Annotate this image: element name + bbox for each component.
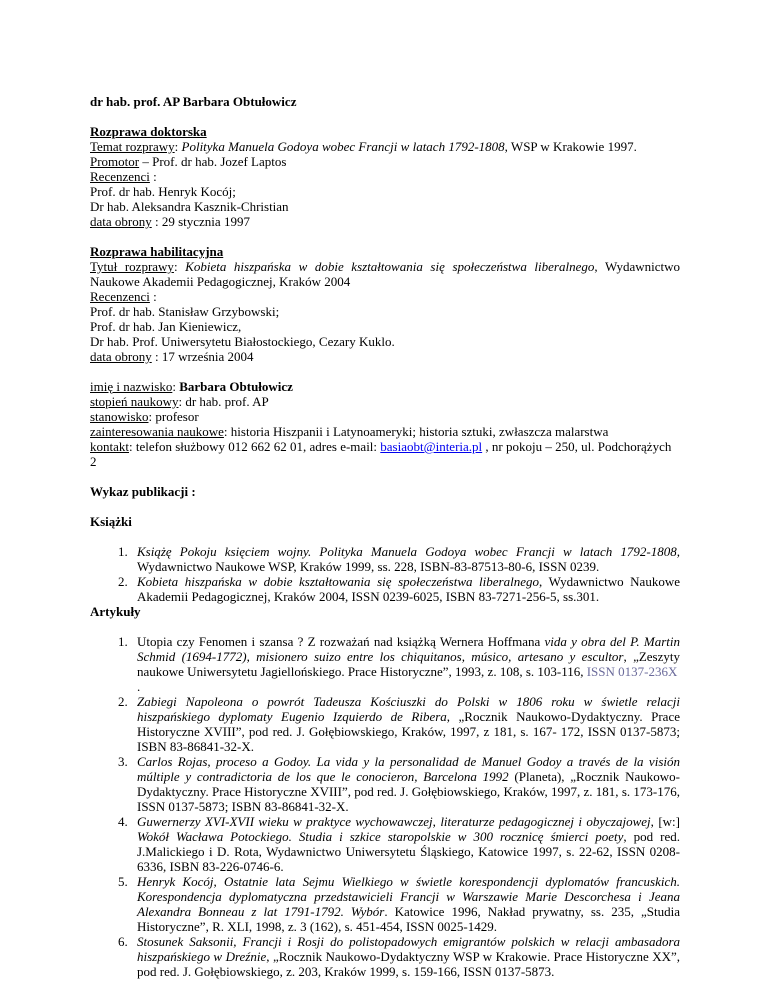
habilitation-title: Kobieta hiszpańska w dobie kształtowania się społeczeństwa liberalnego	[185, 259, 595, 274]
document-page	[90, 94, 680, 979]
doctoral-heading: Rozprawa doktorska	[90, 124, 207, 139]
doctoral-promotor: Promotor – Prof. dr hab. Jozef Laptos	[90, 154, 287, 169]
list-item: 1. Utopia czy Fenomen i szansa ? Z rozważań nad książką Wernera Hoffmana vida y obra del P. Martin Schmid (1694-1772), misionero suizo entre los chiquitanos, músico, artesano y escultor, „Zeszyty naukowe Uniwersytetu Jagiellońskiego. Prace Historyczne”, 1993, z. 108, s. 103-116, ISSN 0137-236X .	[118, 634, 680, 694]
profile-contact: kontakt: telefon służbowy 012 662 62 01, adres e-mail: basiaobt@interia.pl , nr pokoju – 250, ul. Podchorążych 2	[90, 439, 672, 469]
habilitation-defense-date: data obrony : 17 września 2004	[90, 349, 254, 364]
list-item: 5. Henryk Kocój, Ostatnie lata Sejmu Wielkiego w świetle korespondencji dyplomatów francuskich. Korespondencja dyplomatyczna przedstawicieli Francji w Warszawie Marie Descorchesa i Jeana Alexandra Bonneau z lat 1791-1792. Wybór. Katowice 1996, Nakład prywatny, ss. 235, „Studia Historyczne”, R. XLI, 1998, z. 3 (162), s. 451-454, ISSN 0025-1429.	[118, 874, 680, 934]
books-heading: Książki	[90, 514, 132, 529]
doctoral-reviewers-label: Recenzenci :	[90, 169, 157, 184]
doctoral-reviewer: Dr hab. Aleksandra Kasznik-Christian	[90, 199, 289, 214]
habilitation-reviewer: Dr hab. Prof. Uniwersytetu Białostockiego, Cezary Kuklo.	[90, 334, 395, 349]
articles-list	[90, 634, 680, 979]
profile-name: imię i nazwisko: Barbara Obtułowicz	[90, 379, 293, 394]
habilitation-topic: Tytuł rozprawy: Kobieta hiszpańska w dobie kształtowania się społeczeństwa liberalnego, Wydawnictwo Naukowe Akademii Pedagogicznej, Kraków 2004	[90, 259, 680, 289]
list-item: 1. Książę Pokoju księciem wojny. Polityka Manuela Godoya wobec Francji w latach 1792-1808, Wydawnictwo Naukowe WSP, Kraków 1999, ss. 228, ISBN-83-87513-80-6, ISSN 0239.	[118, 544, 680, 574]
list-item: 2. Zabiegi Napoleona o powrót Tadeusza Kościuszki do Polski w 1806 roku w świetle relacji hiszpańskiego dyplomaty Eugenio Izquierdo de Ribera, „Rocznik Naukowo-Dydaktyczny. Prace Historyczne XVIII”, pod red. J. Gołębiowskiego, Kraków, 1997, z 181, s. 167- 172, ISSN 0137-5873; ISBN 83-86841-32-X.	[118, 694, 680, 754]
profile-interests: zainteresowania naukowe: historia Hiszpanii i Latynoameryki; historia sztuki, zwłaszcza malarstwa	[90, 424, 609, 439]
doctoral-title: Polityka Manuela Godoya wobec Francji w latach 1792-1808	[181, 139, 505, 154]
list-item: 6. Stosunek Saksonii, Francji i Rosji do polistopadowych emigrantów polskich w relacji ambasadora hiszpańskiego w Dreźnie, „Rocznik Naukowo-Dydaktyczny WSP w Krakowie. Prace Historyczne XX”, pod red. J. Gołębiowskiego, z. 203, Kraków 1999, s. 159-166, ISSN 0137-5873.	[118, 934, 680, 979]
doctoral-reviewer: Prof. dr hab. Henryk Kocój;	[90, 184, 236, 199]
habilitation-heading: Rozprawa habilitacyjna	[90, 244, 224, 259]
habilitation-reviewer: Prof. dr hab. Jan Kieniewicz,	[90, 319, 242, 334]
list-item: 2. Kobieta hiszpańska w dobie kształtowania się społeczeństwa liberalnego, Wydawnictwo Naukowe Akademii Pedagogicznej, Kraków 2004, ISSN 0239-6025, ISBN 83-7271-256-5, ss.301.	[118, 574, 680, 604]
doctoral-topic: Temat rozprawy: Polityka Manuela Godoya wobec Francji w latach 1792-1808, WSP w Krakowie 1997.	[90, 139, 637, 154]
doctoral-defense-date: data obrony : 29 stycznia 1997	[90, 214, 250, 229]
email-link[interactable]: basiaobt@interia.pl	[380, 439, 483, 454]
books-list	[90, 544, 680, 604]
list-item: 4. Guwernerzy XVI-XVII wieku w praktyce wychowawczej, literaturze pedagogicznej i obyczajowej, [w:] Wokół Wacława Potockiego. Studia i szkice staropolskie w 300 rocznicę śmierci poety, pod red. J.Malickiego i D. Rota, Wydawnictwo Uniwersytetu Śląskiego, Katowice 1997, s. 22-62, ISSN 0208-6336, ISBN 83-226-0746-6.	[118, 814, 680, 874]
profile-position: stanowisko: profesor	[90, 409, 199, 424]
articles-heading: Artykuły	[90, 604, 141, 619]
list-item: 3. Carlos Rojas, proceso a Godoy. La vida y la personalidad de Manuel Godoy a través de la visión múltiple y contradictoria de los que le conocieron, Barcelona 1992 (Planeta), „Rocznik Naukowo-Dydaktyczny. Prace Historyczne XVIII”, pod red. J. Gołębiowskiego, Kraków, 1997, z. 181, s. 173-176, ISSN 0137-5873; ISBN 83-86841-32-X.	[118, 754, 680, 814]
publications-heading: Wykaz publikacji :	[90, 484, 196, 499]
profile-degree: stopień naukowy: dr hab. prof. AP	[90, 394, 269, 409]
habilitation-reviewer: Prof. dr hab. Stanisław Grzybowski;	[90, 304, 280, 319]
habilitation-reviewers-label: Recenzenci :	[90, 289, 157, 304]
author-header: dr hab. prof. AP Barbara Obtułowicz	[90, 94, 297, 109]
